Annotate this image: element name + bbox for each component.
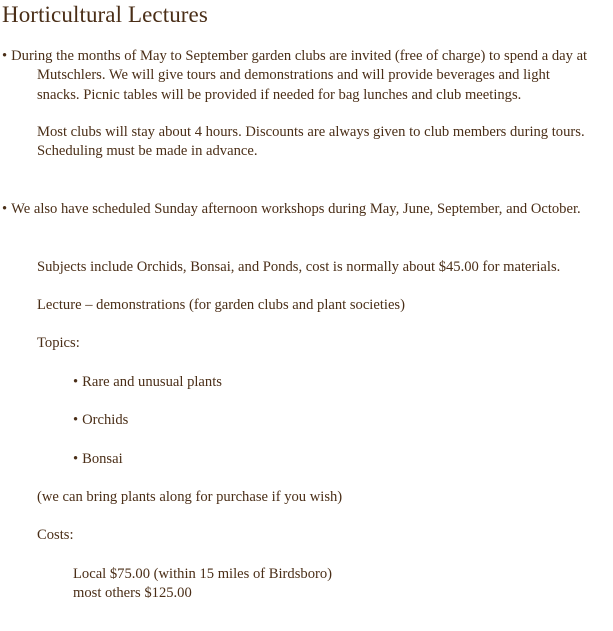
- bullet-icon: •: [2, 201, 8, 217]
- section1-note-paragraph: [2, 123, 592, 162]
- bullet-icon: •: [73, 374, 79, 390]
- topic-item: [73, 411, 128, 430]
- cost-others: most others $125.00: [73, 585, 192, 601]
- topic-label: Orchids: [82, 412, 129, 428]
- topic-label: Bonsai: [82, 451, 123, 467]
- lecture-heading: Lecture – demonstrations (for garden clubs and plant societies): [37, 297, 405, 313]
- topic-item: [73, 450, 123, 469]
- section1-lead-paragraph: [2, 47, 592, 105]
- costs-label: Costs:: [37, 527, 74, 543]
- section1-note-text: Most clubs will stay about 4 hours. Discounts are always given to club members during tours. Scheduling must be made in advance.: [37, 124, 585, 160]
- bullet-icon: •: [73, 412, 79, 428]
- cost-local: Local $75.00 (within 15 miles of Birdsboro): [73, 566, 333, 582]
- bullet-icon: •: [73, 451, 79, 467]
- page-title: Horticultural Lectures: [2, 2, 208, 27]
- subjects-paragraph: Subjects include Orchids, Bonsai, and Ponds, cost is normally about $45.00 for materials.: [37, 259, 561, 275]
- topic-label: Rare and unusual plants: [82, 374, 222, 390]
- topic-item: [73, 373, 222, 392]
- bullet-icon: •: [2, 48, 8, 64]
- topics-label: Topics:: [37, 335, 80, 351]
- purchase-note: (we can bring plants along for purchase if you wish): [37, 489, 343, 505]
- section2-lead-text: We also have scheduled Sunday afternoon workshops during May, June, September, and October.: [11, 201, 581, 217]
- section2-lead-paragraph: [2, 200, 592, 219]
- section1-lead-text: During the months of May to September garden clubs are invited (free of charge) to spend a day at Mutschlers. We will give tours and demonstrations and will provide beverages and light snacks. Picnic tables will be provided if needed for bag lunches and club meetings.: [11, 48, 588, 103]
